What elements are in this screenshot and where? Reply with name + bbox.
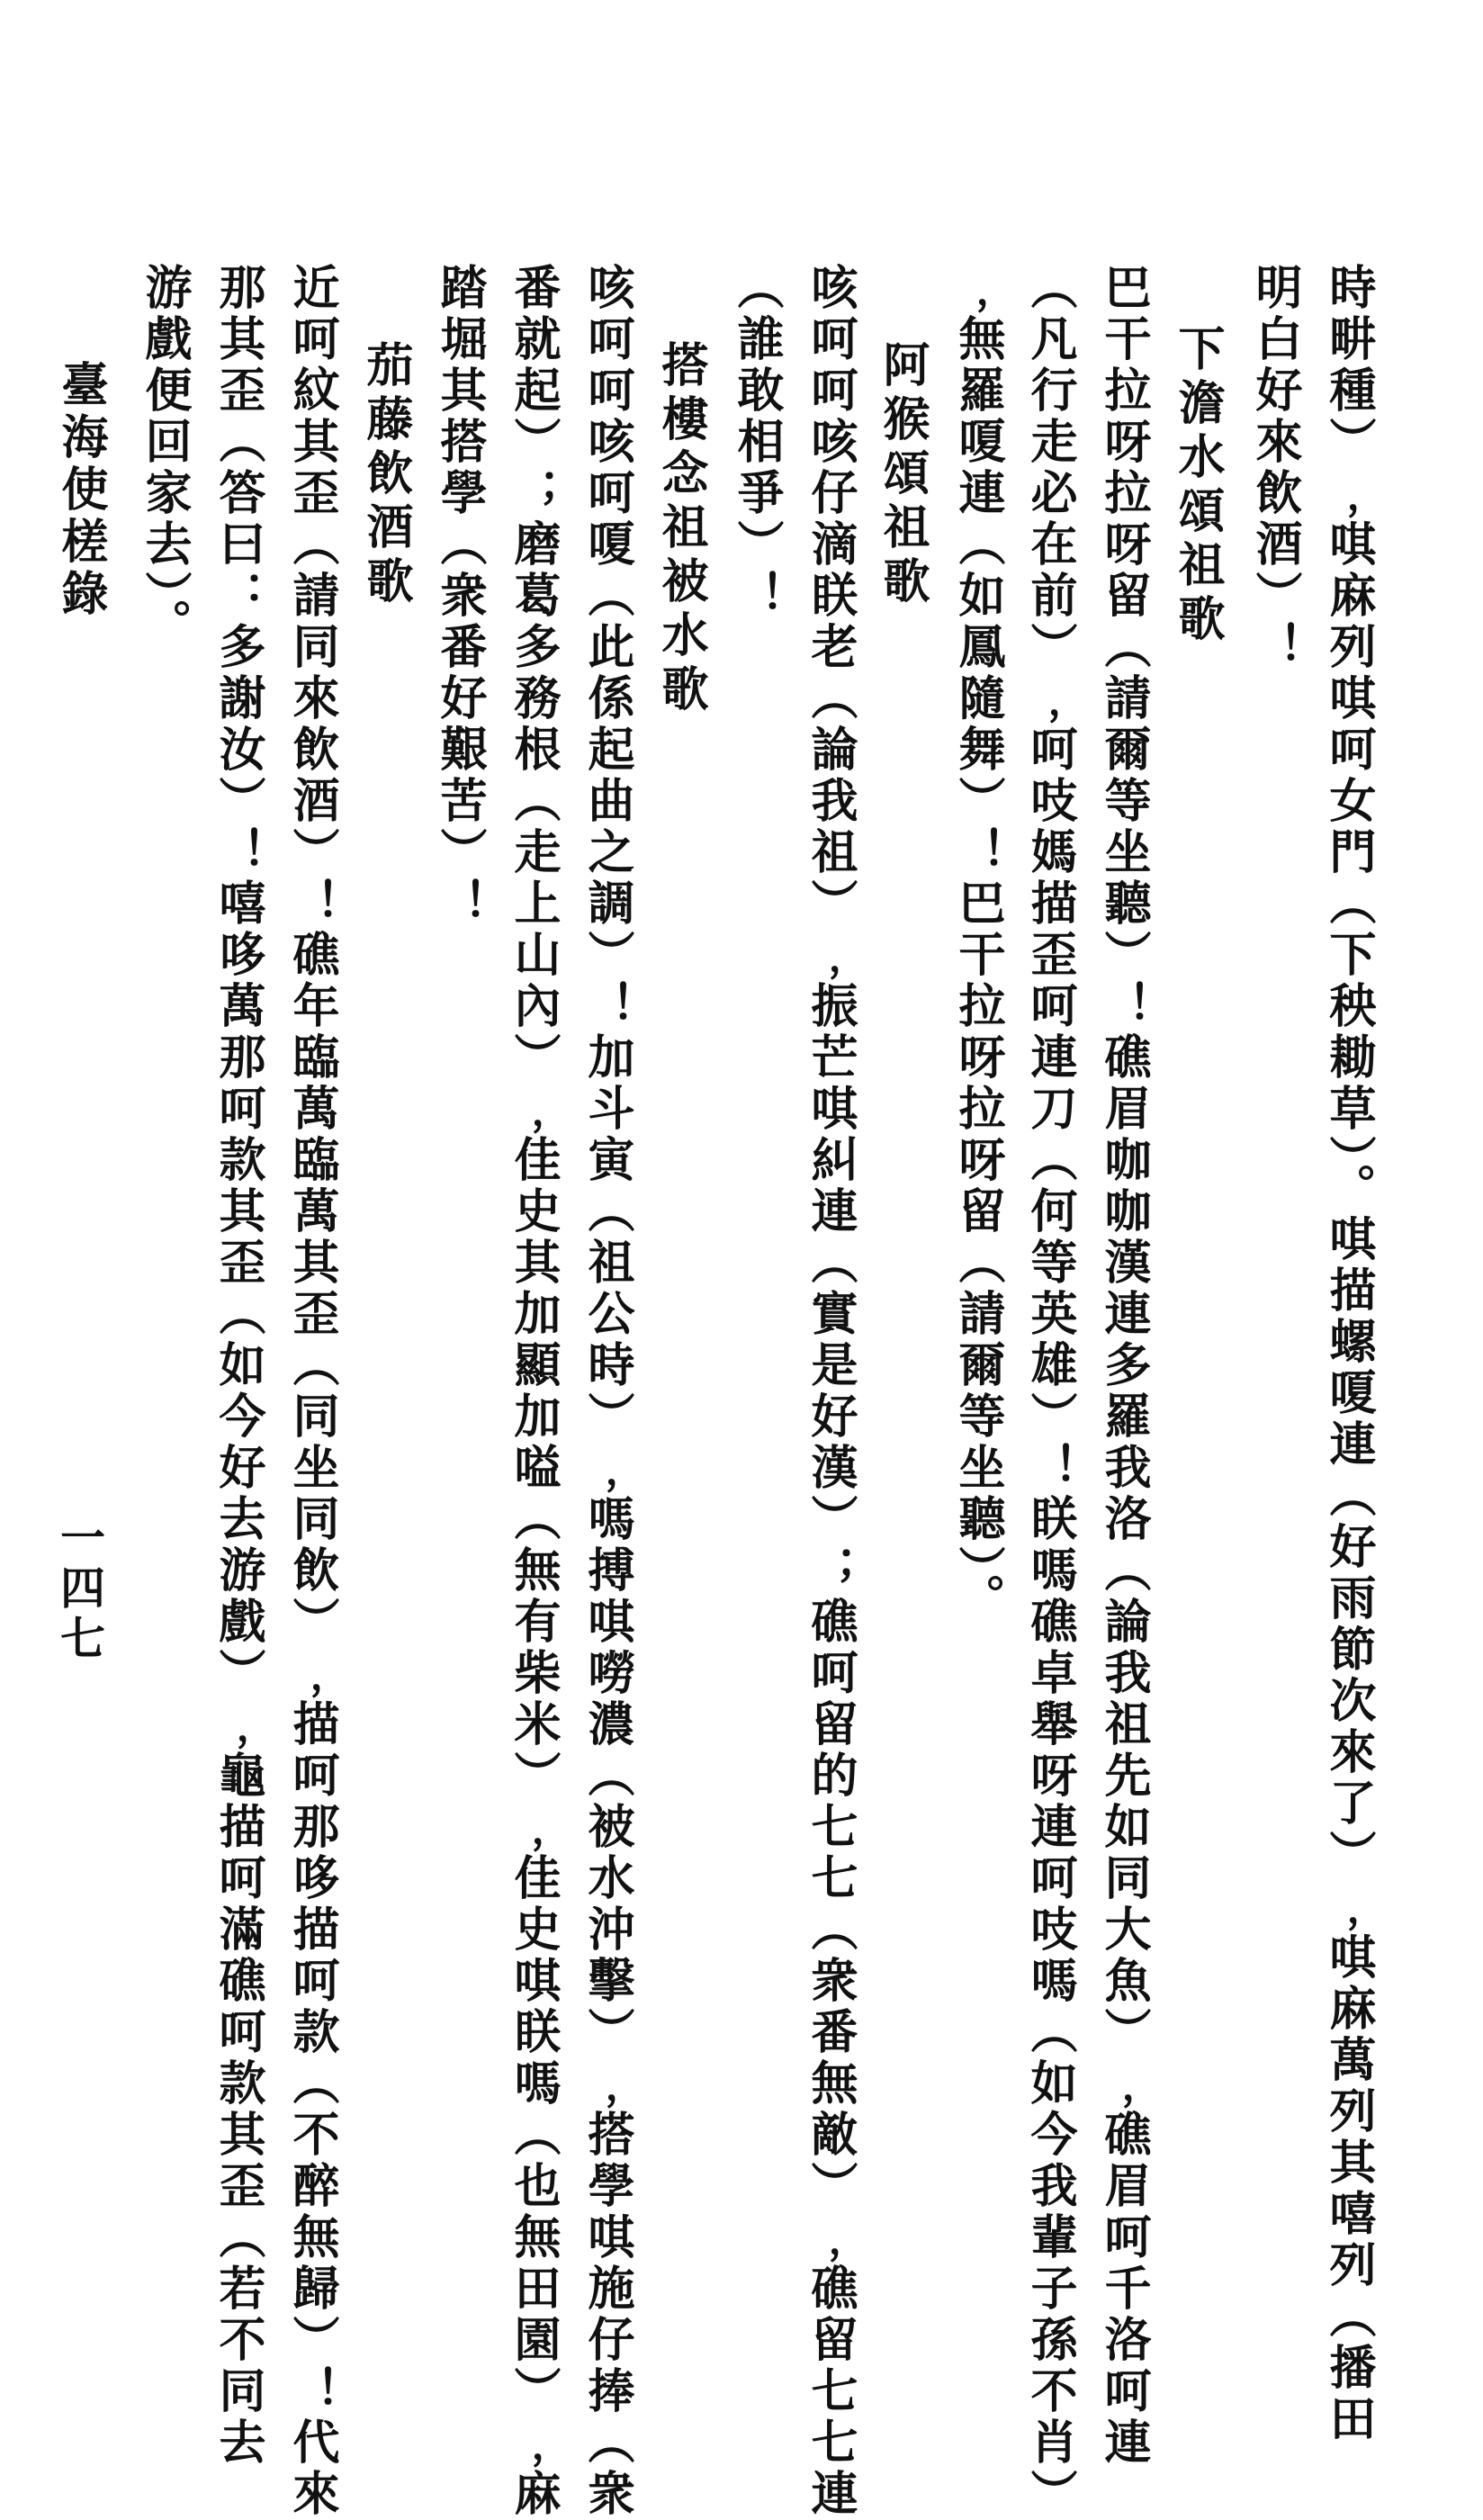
- text-column-9: 番就起）；磨葛多務根（走上山內）﹐佳史其加顯加嗌（無有柴米）﹐佳史唭眹嗎（也無田園）﹐麻: [506, 263, 561, 2520]
- song-title-1: 下澹水頌祖歌: [1170, 324, 1225, 648]
- text-column-12: 那其歪（答曰：多謝汝）！嘻哆萬那呵款其歪（如今好去游戲）﹐龜描呵滿礁呵款其歪（若不同去: [211, 263, 265, 2469]
- text-column-1: 時畊種）﹐唭麻列唭呵女門（下秧耡草）。唭描螺嗄連（好雨節次來了）﹐唭麻萬列其嘻列（播田: [1321, 263, 1376, 2445]
- text-column-6: 咳呵呵咳仔滴眹老（論我祖）﹐振芒唭糾連（實是好漢）；礁呵留的七七（衆番無敵）﹐礁留七七連: [803, 263, 858, 2520]
- text-column-10: 踏堀其搭學（衆番好艱苦）！: [432, 263, 487, 930]
- text-column-4: （凡行走必在前）﹐呵吱媽描歪呵連刀（何等英雄）！眹嗎礁卓舉呀連呵吱嗎（如今我輩子孫不肖）: [1022, 263, 1077, 2520]
- text-column-7: （誰敢相爭）！: [729, 263, 784, 622]
- text-column-3: 巴干拉呀拉呀留（請爾等坐聽）！礁眉咖咖漢連多羅我洛（論我祖先如同大魚）﹐礁眉呵千洛呵連: [1096, 263, 1151, 2469]
- text-column-5: ﹐無羅嗄連（如鳳隨舞）！巴干拉呀拉呀留（請爾等坐聽）。: [950, 263, 1005, 1624]
- song-title-2: 阿猴頌祖歌: [875, 340, 930, 610]
- text-column-13: 游戲便回家去）。: [137, 263, 192, 650]
- song-title-3: 搭樓念祖被水歌: [653, 340, 708, 718]
- running-title: 臺海使槎錄: [53, 360, 108, 621]
- song-title-4: 茄藤飲酒歌: [358, 340, 413, 610]
- text-column-11: 近呵紋其歪（請同來飲酒）！礁年臨萬臨萬其歪（同坐同飲）﹐描呵那哆描呵款（不醉無歸）！代來: [284, 263, 339, 2520]
- text-column-2: 明白好來飲酒）！: [1247, 263, 1302, 673]
- text-column-8: 咳呵呵咳呵嗄（此係起曲之調）！加斗寅（祖公時）﹐嗎搏唭嘮濃（被水沖擊）﹐搭學唭施仔捧（衆: [580, 263, 634, 2520]
- page-number: 一四七: [53, 1514, 106, 1665]
